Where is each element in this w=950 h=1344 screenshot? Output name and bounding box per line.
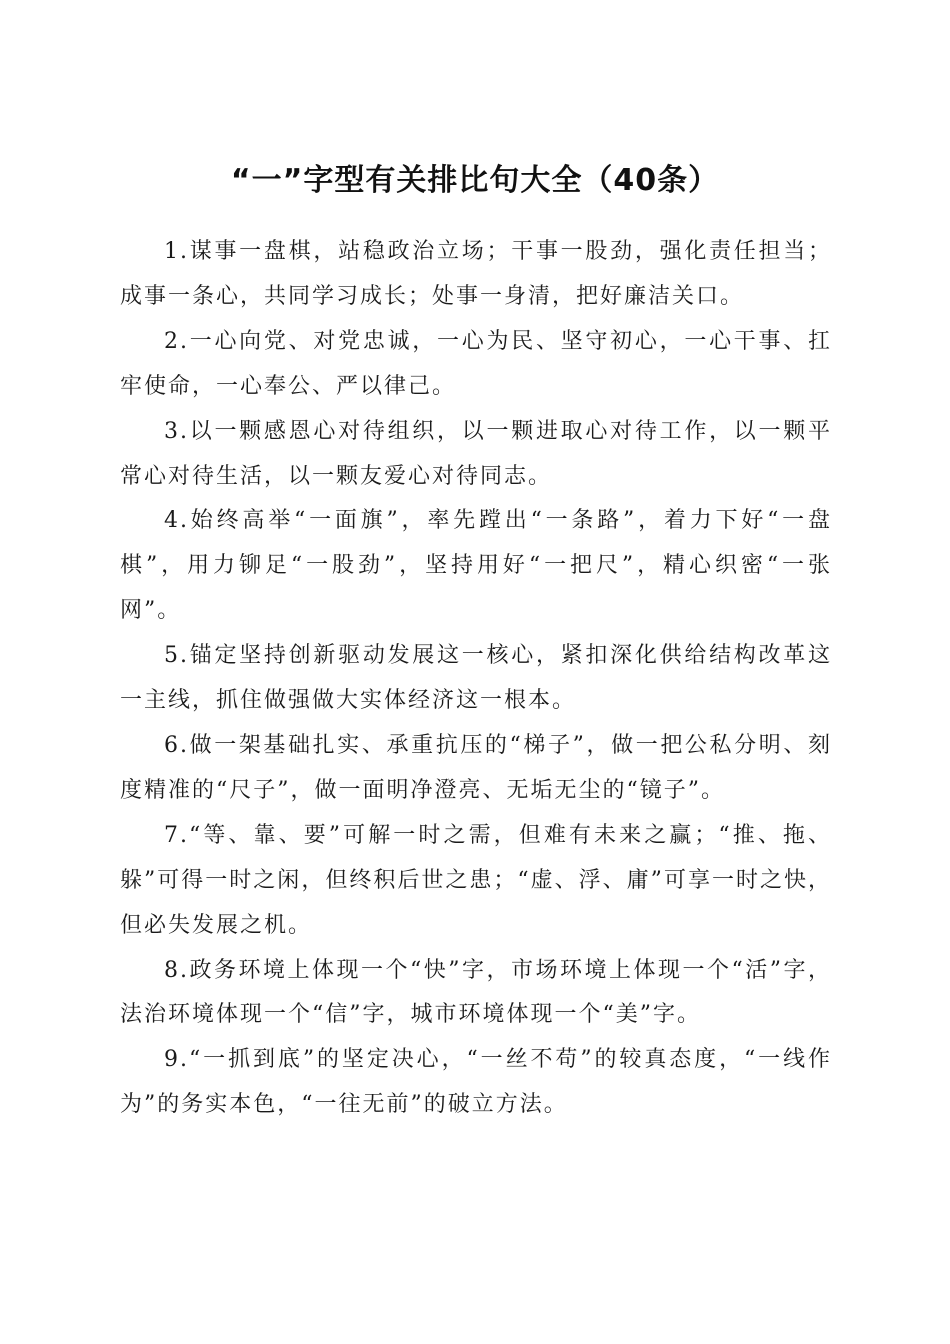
document-body (120, 230, 832, 1128)
list-item: 4.始终高举“一面旗”，率先蹚出“一条路”，着力下好“一盘棋”，用力铆足“一股劲”，坚持用好“一把尺”，精心织密“一张网”。 (120, 508, 832, 624)
list-item: 5.锚定坚持创新驱动发展这一核心，紧扣深化供给结构改革这一主线，抓住做强做大实体经济这一根本。 (120, 643, 832, 714)
list-item: 3.以一颗感恩心对待组织，以一颗进取心对待工作，以一颗平常心对待生活，以一颗友爱心对待同志。 (120, 418, 832, 489)
list-item: 9.“一抓到底”的坚定决心，“一丝不苟”的较真态度，“一线作为”的务实本色，“一往无前”的破立方法。 (120, 1047, 832, 1118)
list-item: 8.政务环境上体现一个“快”字，市场环境上体现一个“活”字，法治环境体现一个“信”字，城市环境体现一个“美”字。 (120, 957, 832, 1028)
list-item: 6.做一架基础扎实、承重抗压的“梯子”，做一把公私分明、刻度精准的“尺子”，做一面明净澄亮、无垢无尘的“镜子”。 (120, 732, 832, 803)
list-item: 2.一心向党、对党忠诚，一心为民、坚守初心，一心干事、扛牢使命，一心奉公、严以律己。 (120, 328, 832, 399)
list-item: 7.“等、靠、要”可解一时之需，但难有未来之赢；“推、拖、躲”可得一时之闲，但终积后世之患；“虚、浮、庸”可享一时之快，但必失发展之机。 (120, 822, 832, 938)
document-title: “一”字型有关排比句大全（40条） (230, 163, 720, 199)
list-item: 1.谋事一盘棋，站稳政治立场；干事一股劲，强化责任担当；成事一条心，共同学习成长；处事一身清，把好廉洁关口。 (120, 239, 832, 309)
